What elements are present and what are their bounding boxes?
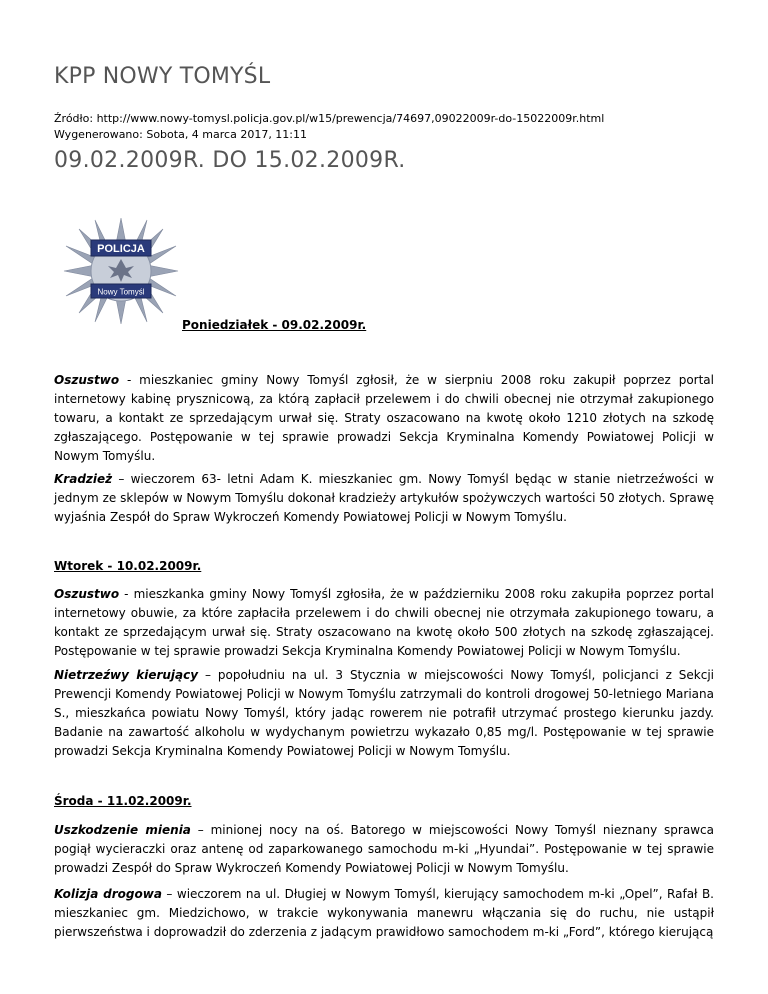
entry-text: - mieszkanka gminy Nowy Tomyśl zgłosiła, że w październiku 2008 roku zakupiła poprzez portal internetowy obuwie, za które zapłaciła przelewem i do chwili obecnej nie otrzymała zakupionego towaru, a kontakt ze sprzedającym urwał się. Straty oszacowano na kwotę około 500 złotych na szkodę zgłaszającej. Postępowanie w tej sprawie prowadzi Sekcja Kryminalna Komendy Powiatowej Policji w Nowym Tomyślu. — [54, 587, 714, 658]
entry-text: – minionej nocy na oś. Batorego w miejscowości Nowy Tomyśl nieznany sprawca pogiął wycieraczki oraz antenę od zaparkowanego samochodu m-ki „Hyundai”. Postępowanie w tej sprawie prowadzi Zespół do Spraw Wykroczeń Komendy Powiatowej Policji w Nowym Tomyślu. — [54, 823, 714, 875]
entry-paragraph — [54, 885, 714, 942]
entry-paragraph — [54, 470, 714, 527]
entry-paragraph — [54, 821, 714, 878]
day-heading-monday: Poniedziałek - 09.02.2009r. — [182, 318, 367, 332]
entry-text: - mieszkaniec gminy Nowy Tomyśl zgłosił, że w sierpniu 2008 roku zakupił poprzez portal internetowy kabinę prysznicową, za którą zapłacił przelewem i do chwili obecnej nie otrzymał zakupionego towaru, a kontakt ze sprzedającym urwał się. Straty oszacowano na kwotę około 1210 złotych na szkodę zgłaszającego. Postępowanie w tej sprawie prowadzi Sekcja Kryminalna Komendy Powiatowej Policji w Nowym Tomyślu. — [54, 373, 714, 463]
logo-text-bottom: Nowy Tomyśl — [97, 287, 145, 297]
entry-text: – wieczorem na ul. Długiej w Nowym Tomyśl, kierujący samochodem m-ki „Opel”, Rafał B. mieszkaniec gm. Miedzichowo, w trakcie wykonywania manewru włączania się do ruchu, nie ustąpił pierwszeństwa i doprowadził do zderzenia z jadącym prawidłowo samochodem m-ki „Ford”, którego kierującą — [54, 887, 714, 939]
source-line: Źródło: http://www.nowy-tomysl.policja.gov.pl/w15/prewencja/74697,09022009r-do-15022009r.html — [54, 112, 605, 125]
article-title: 09.02.2009R. DO 15.02.2009R. — [54, 148, 406, 173]
logo-text-top: POLICJA — [97, 243, 145, 255]
entry-text: – wieczorem 63- letni Adam K. mieszkaniec gm. Nowy Tomyśl będąc w stanie nietrzeźwości w jednym ze sklepów w Nowym Tomyślu dokonał kradzieży artykułów spożywczych wartości 50 złotych. Sprawę wyjaśnia Zespół do Spraw Wykroczeń Komendy Powiatowej Policji w Nowym Tomyślu. — [54, 472, 714, 524]
entry-paragraph — [54, 666, 714, 761]
entry-label: Oszustwo — [54, 587, 120, 601]
police-badge-logo — [62, 216, 180, 326]
document-meta — [54, 111, 604, 143]
day-heading-tuesday: Wtorek - 10.02.2009r. — [54, 559, 202, 573]
generated-line: Wygenerowano: Sobota, 4 marca 2017, 11:11 — [54, 128, 308, 141]
entry-label: Uszkodzenie mienia — [54, 823, 191, 837]
entry-paragraph — [54, 371, 714, 466]
entry-label: Kolizja drogowa — [54, 887, 162, 901]
entry-label: Nietrzeźwy kierujący — [54, 668, 199, 682]
entry-label: Oszustwo — [54, 373, 120, 387]
site-title: KPP NOWY TOMYŚL — [54, 64, 271, 89]
entry-text: – popołudniu na ul. 3 Stycznia w miejscowości Nowy Tomyśl, policjanci z Sekcji Prewencji Komendy Powiatowej Policji w Nowym Tomyślu zatrzymali do kontroli drogowej 50-letniego Mariana S., mieszkańca powiatu Nowy Tomyśl, który jadąc rowerem nie potrafił utrzymać prostego kierunku jazdy. Badanie na zawartość alkoholu w wydychanym powietrzu wykazało 0,85 mg/l. Postępowanie w tej sprawie prowadzi Sekcja Kryminalna Komendy Powiatowej Policji w Nowym Tomyślu. — [54, 668, 714, 758]
entry-label: Kradzież — [54, 472, 113, 486]
day-heading-wednesday: Środa - 11.02.2009r. — [54, 794, 192, 808]
entry-paragraph — [54, 585, 714, 661]
